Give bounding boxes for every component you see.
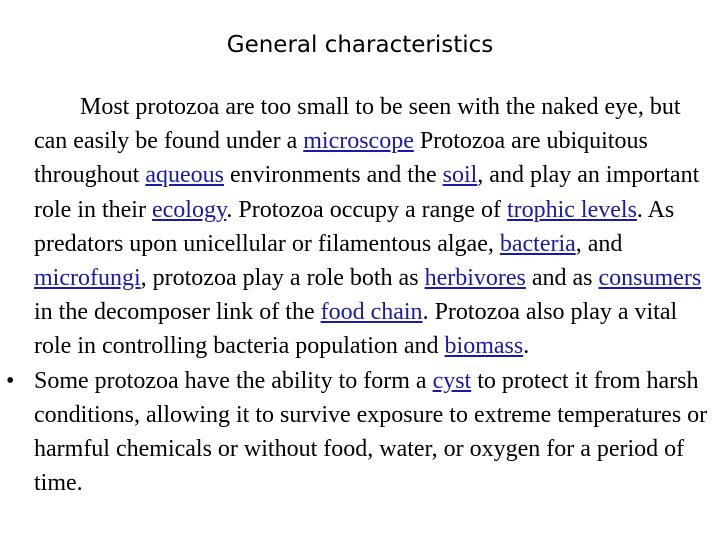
text-segment: . Protozoa also play a vital role in controlling bacteria population and [34,299,678,360]
bullet-paragraph-cyst [6,364,710,501]
text-segment: . As predators upon unicellular or filamentous algae, [34,196,675,257]
text-segment: in the decomposer link of the [34,299,321,326]
text-segment: to protect it from harsh conditions, allowing it to survive exposure to extreme temperatures or harmful chemicals or without food, water, or oxygen for a period of time. [34,367,708,497]
link-soil[interactable]: soil [442,162,478,189]
text-segment: environments and the [223,162,443,189]
link-microfungi[interactable]: microfungi [34,265,141,292]
text-segment: . [523,333,530,360]
text-segment: Protozoa are ubiquitous throughout [34,128,648,189]
text-segment: , protozoa play a role both as [140,265,425,292]
link-consumers[interactable]: consumers [598,265,702,292]
text-segment: , and [575,230,623,257]
slide-title: General characteristics [226,32,494,58]
bullet-text [34,368,707,497]
link-cyst[interactable]: cyst [432,367,472,394]
link-aqueous[interactable]: aqueous [145,162,224,189]
paragraph-intro [34,90,710,364]
link-bacteria[interactable]: bacteria [499,230,576,257]
link-ecology[interactable]: ecology [151,196,227,223]
link-food-chain[interactable]: food chain [320,299,423,326]
link-trophic-levels[interactable]: trophic levels [506,196,637,223]
link-herbivores[interactable]: herbivores [424,265,526,292]
text-segment: Some protozoa have the ability to form a [34,367,433,394]
text-segment: Most protozoa are too small to be seen with the naked eye, but can easily be found under a [34,94,681,155]
text-segment: and as [525,265,599,292]
text-segment: . Protozoa occupy a range of [226,196,507,223]
link-biomass[interactable]: biomass [444,333,524,360]
slide-body [6,90,710,500]
bullet-icon: • [6,367,15,394]
link-microscope[interactable]: microscope [303,128,414,155]
text-segment: , and play an important role in their [34,162,700,223]
